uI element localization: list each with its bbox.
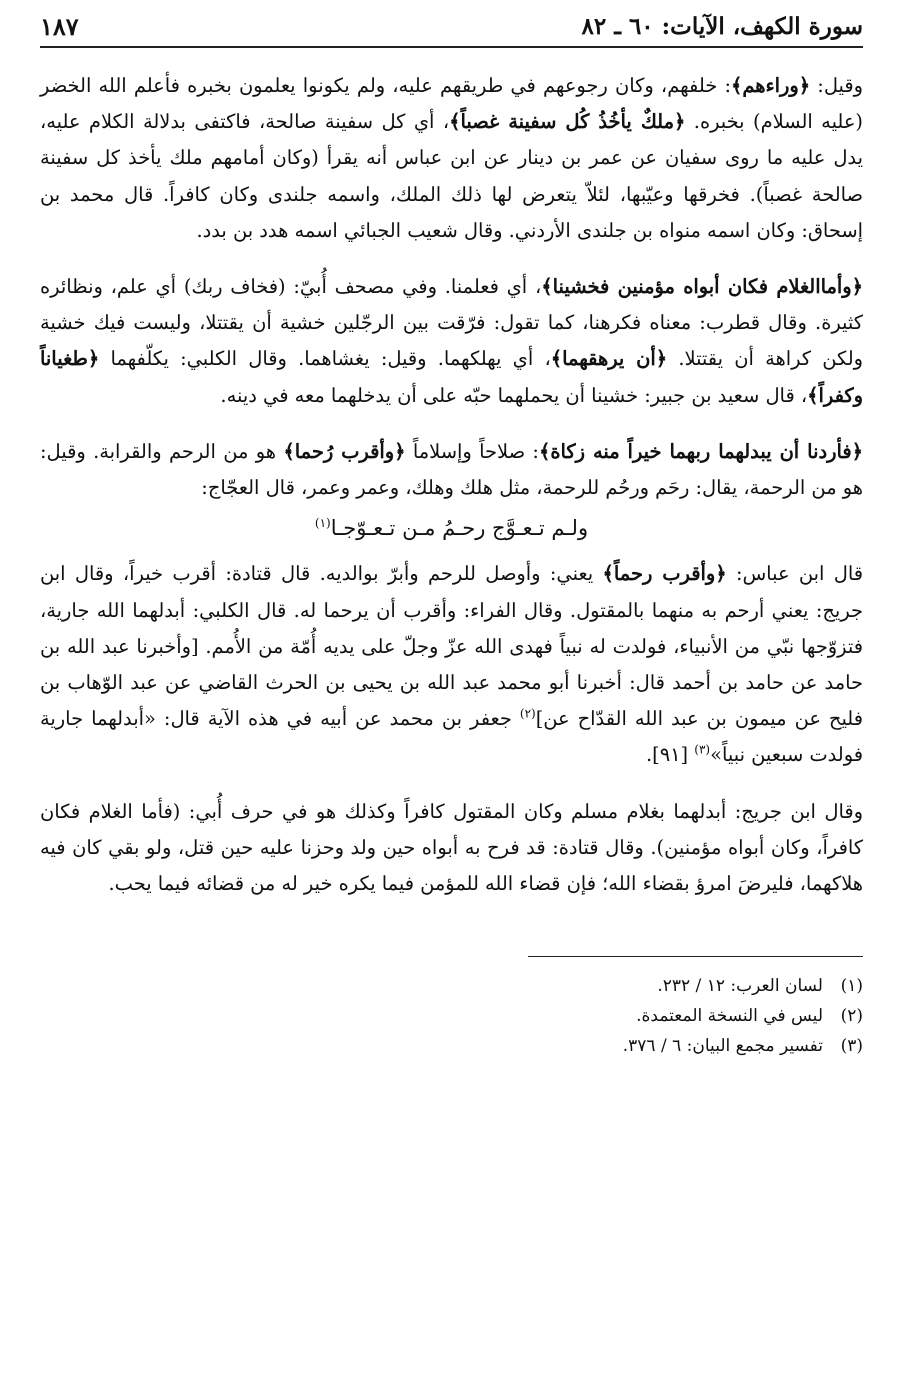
verse-text: ولـم تـعـوَّج رحـمُ مـن تـعـوّجـا <box>330 516 589 541</box>
footnote-item <box>40 1001 863 1031</box>
quran-quote: ﴿وأقرب رحماً﴾ <box>602 562 727 586</box>
footnote-item <box>40 1031 863 1061</box>
quran-quote: ﴿فأردنا أن يبدلهما ربهما خيراً منه زكاة﴾ <box>538 439 864 463</box>
quran-quote: ﴿طغياناً وكفراً﴾ <box>40 347 863 407</box>
text-run: : صلاحاً وإسلاماً <box>405 439 539 463</box>
text-run: جعفر بن محمد عن أبيه في هذه الآية قال: «أبدلهما جارية فولدت سبعين نبياً» <box>40 707 863 767</box>
page-number: ١٨٧ <box>40 11 79 41</box>
paragraph <box>40 68 863 249</box>
body-text <box>40 68 863 902</box>
text-run: وقيل: <box>810 74 863 97</box>
footnote-number: (٣) <box>840 1036 863 1057</box>
text-run: وقال ابن جريج: أبدلهما بغلام مسلم وكان المقتول كافراً وكذلك هو في حرف أُبي: (فأما الغلام فكان كافراً، وكان أبواه مؤمنين). وقال قتادة: قد فرح به أبواه حين ولد وحزنا عليه حين قتل، ولو بقي كان فيه هلاكهما، فليرضَ امرؤ بقضاء الله؛ فإن قضاء الله للمؤمن فيما يكره خير له من قضائه فيما يحب. <box>40 799 863 896</box>
footnote-ref: (٢) <box>519 706 536 721</box>
footnote-separator <box>528 956 863 957</box>
paragraph <box>40 556 863 773</box>
footnotes <box>40 971 863 1061</box>
text-run: ، أي كل سفينة صالحة، فاكتفى بدلالة الكلام عليه، يدل عليه ما روى سفيان عن عمر بن دينار عن ابن عباس أنه يقرأ (وكان أمامهم ملك يأخذ كل سفينة صالحة غصباً). فخرقها وعيّبها، لئلاّ يتعرض لها ذلك الملك، واسمه جلندى وكان كافراً. قال محمد بن إسحاق: وكان اسمه منواه بن جلندى الأردني. وقال شعيب الجبائي اسمه هدد بن بدد. <box>40 110 863 242</box>
paragraph <box>40 269 863 414</box>
footnote-ref: (٣) <box>694 742 711 757</box>
quran-quote: ﴿ملكٌ يأخُذُ كُل سفينة غصباً﴾ <box>449 110 686 134</box>
quran-quote: ﴿أن يرهقهما﴾ <box>550 347 668 371</box>
text-run: قال ابن عباس: <box>726 562 864 586</box>
poetry-verse <box>40 510 863 546</box>
text-run: هو من الرحم والقرابة. وقيل: هو من الرحمة، يقال: رحَم ورحُم للرحمة، مثل هلك وهلك، وعمر وعمر، قال العجّاج: <box>40 439 863 500</box>
text-run: يعني: وأوصل للرحم وأبرّ بوالديه. قال قتادة: أقرب خيراً، وقال ابن جريج: يعني أرحم به منهما بالمقتول. وقال الفراء: وأقرب أن يرحما له. قال الكلبي: أبدلهما الله جارية، فتزوّجها نبّي من الأنبياء، فولدت له نبياً فهدى الله عزّ وجلّ على يديه أُمّة من الأُمم. [وأخبرنا عبد الله بن حامد عن حامد بن أحمد قال: أخبرنا أبو محمد عبد الله بن يحيى بن الحرث القاضي عن عبد الوّهاب بن فليح عن ميمون بن عبد الله القدّاح عن] <box>40 562 863 731</box>
footnote-text: تفسير مجمع البيان: ٦ / ٣٧٦. <box>622 1036 823 1057</box>
quran-quote: ﴿وراءهم﴾ <box>731 74 811 97</box>
text-run: [٩١]. <box>645 743 695 767</box>
text-run: ، أي فعلمنا. وفي مصحف أُبيّ: (فخاف ربك) أي علم، ونظائره كثيرة. وقال قطرب: معناه فكرهنا، كما تقول: فرّقت بين الرجّلين خشية أن يقتتلا، وليست فيك خشية ولكن كراهة أن يقتتلا. <box>40 275 863 371</box>
text-run: ، قال سعيد بن جبير: خشينا أن يحملهما حبّه على أن يدخلهما معه في دينه. <box>220 383 808 407</box>
quran-quote: ﴿وأقرب رُحما﴾ <box>283 439 406 463</box>
footnote-number: (١) <box>840 976 863 997</box>
text-run: : خلفهم، وكان رجوعهم في طريقهم عليه، ولم يكونوا يعلمون بخبره فأعلم الله الخضر (عليه السلام) بخبره. <box>40 74 863 134</box>
footnote-number: (٢) <box>840 1006 863 1027</box>
text-run: ، أي يهلكهما. وقيل: يغشاهما. وقال الكلبي: يكلّفهما <box>99 347 551 371</box>
running-title: سورة الكهف، الآيات: ٦٠ ـ ٨٢ <box>581 12 863 40</box>
paragraph <box>40 434 863 506</box>
footnote-item <box>40 971 863 1001</box>
quran-quote: ﴿وأماالغلام فكان أبواه مؤمنين فخشينا﴾ <box>541 275 864 299</box>
footnote-ref: (١) <box>314 516 331 531</box>
page-header <box>40 6 863 48</box>
paragraph <box>40 794 863 903</box>
footnote-text: ليس في النسخة المعتمدة. <box>636 1006 823 1027</box>
footnote-text: لسان العرب: ١٢ / ٢٣٢. <box>657 976 823 997</box>
